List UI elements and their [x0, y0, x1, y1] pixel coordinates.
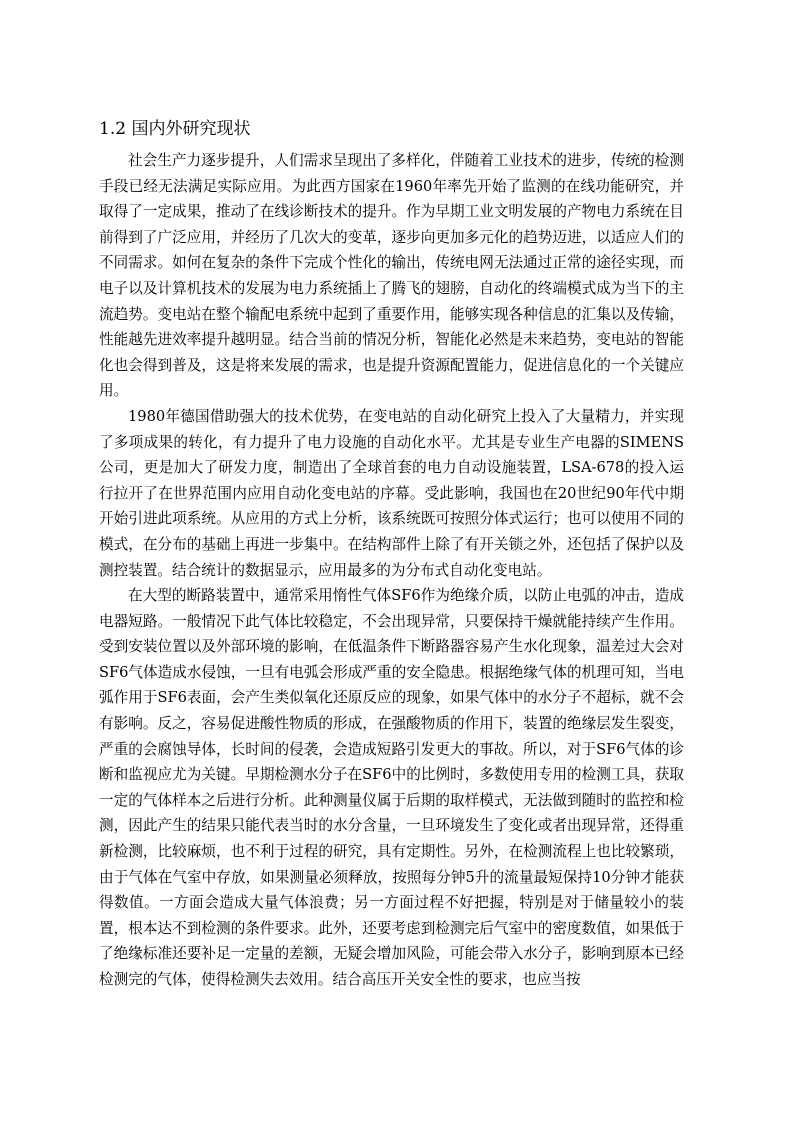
- page-content: [99, 118, 684, 993]
- paragraph-1: 社会生产力逐步提升，人们需求呈现出了多样化，伴随着工业技术的进步，传统的检测手段已经无法满足实际应用。为此西方国家在1960年率先开始了监测的在线功能研究，并取得了一定成果，推动了在线诊断技术的提升。作为早期工业文明发展的产物电力系统在目前得到了广泛应用，并经历了几次大的变革，逐步向更加多元化的趋势迈进，以适应人们的不同需求。如何在复杂的条件下完成个性化的输出，传统电网无法通过正常的途径实现，而电子以及计算机技术的发展为电力系统插上了腾飞的翅膀，自动化的终端模式成为当下的主流趋势。变电站在整个输配电系统中起到了重要作用，能够实现各种信息的汇集以及传输，性能越先进效率提升越明显。结合当前的情况分析，智能化必然是未来趋势，变电站的智能化也会得到普及，这是将来发展的需求，也是提升资源配置能力，促进信息化的一个关键应用。: [99, 152, 684, 400]
- paragraph-3: 在大型的断路装置中，通常采用惰性气体SF6作为绝缘介质，以防止电弧的冲击，造成电器短路。一般情况下此气体比较稳定，不会出现异常，只要保持干燥就能持续产生作用。受到安装位置以及外部环境的影响，在低温条件下断路器容易产生水化现象，温差过大会对SF6气体造成水侵蚀，一旦有电弧会形成严重的安全隐患。根据绝缘气体的机理可知，当电弧作用于SF6表面，会产生类似氧化还原反应的现象，如果气体中的水分子不超标，就不会有影响。反之，容易促进酸性物质的形成，在强酸物质的作用下，装置的绝缘层发生裂变，严重的会腐蚀导体，长时间的侵袭，会造成短路引发更大的事故。所以，对于SF6气体的诊断和监视应尤为关键。早期检测水分子在SF6中的比例时，多数使用专用的检测工具，获取一定的气体样本之后进行分析。此种测量仪属于后期的取样模式，无法做到随时的监控和检测，因此产生的结果只能代表当时的水分含量，一旦环境发生了变化或者出现异常，还得重新检测，比较麻烦，也不利于过程的研究，具有定期性。另外，在检测流程上也比较繁琐，由于气体在气室中存放，如果测量必须释放，按照每分钟5升的流量最短保持10分钟才能获得数值。一方面会造成大量气体浪费；另一方面过程不好把握，特别是对于储量较小的装置，根本达不到检测的条件要求。此外，还要考虑到检测完后气室中的密度数值，如果低于了绝缘标准还要补足一定量的差额，无疑会增加风险，可能会带入水分子，影响到原本已经检测完的气体，使得检测失去效用。结合高压开关安全性的要求，也应当按: [99, 587, 684, 988]
- paragraph-2: 1980年德国借助强大的技术优势，在变电站的自动化研究上投入了大量精力，并实现了多项成果的转化，有力提升了电力设施的自动化水平。尤其是专业生产电器的SIMENS公司，更是加大了研发力度，制造出了全球首套的电力自动设施装置，LSA-678的投入运行拉开了在世界范围内应用自动化变电站的序幕。受此影响，我国也在20世纪90年代中期开始引进此项系统。从应用的方式上分析，该系统既可按照分体式运行；也可以使用不同的模式，在分布的基础上再进一步集中。在结构部件上除了有开关锁之外，还包括了保护以及测控装置。结合统计的数据显示，应用最多的为分布式自动化变电站。: [99, 407, 684, 579]
- section-heading: 1.2 国内外研究现状: [99, 119, 251, 139]
